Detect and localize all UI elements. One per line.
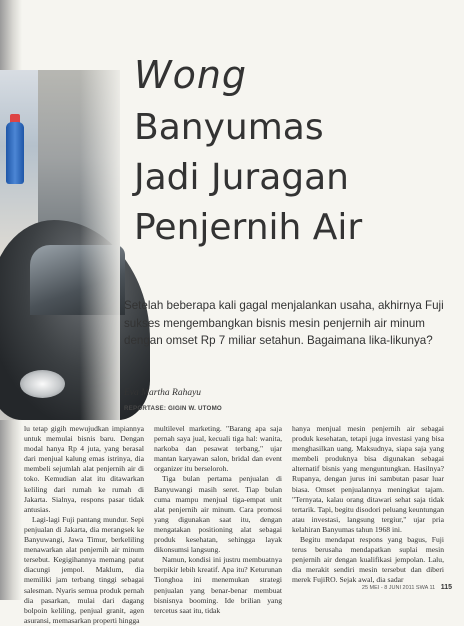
lead-paragraph: Setelah beberapa kali gagal menjalankan usaha, akhirnya Fuji sukses mengembangkan bisnis mesin penjernih air minum dengan omset Rp 7 miliar setahun. Bagaimana lika-likunya? xyxy=(124,299,444,347)
body-column-1 xyxy=(24,424,144,625)
body-paragraph: lu tetap gigih mewujudkan impiannya untuk memulai bisnis baru. Dengan modal hanya Rp 4 juta, yang berasal dari menjual kalung emas istrinya, dia membeli sejumlah alat penjernih air di toko. Kemudian alat itu ditawarkan keliling dari rumah ke rumah di Jakarta. Sialnya, respons pasar tidak antusias. xyxy=(24,424,144,514)
reportase-credit xyxy=(124,405,222,412)
headline-line-2: Banyumas xyxy=(134,107,324,148)
photo-headlight xyxy=(20,370,65,398)
headline xyxy=(134,53,458,248)
body-paragraph: Begitu mendapat respons yang bagus, Fuji terus berusaha mendapatkan suplai mesin penjernih air dengan kualifikasi jempolan. Lalu, dia merakit sendiri mesin tersebut dan diberi merek FujiRO. Sejak awal, dia sadar xyxy=(292,535,444,585)
body-paragraph: multilevel marketing. "Barang apa saja pernah saya jual, kecuali tiga hal: wanita, narkoba dan pesawat terbang," ujar mantan karyawan salon, bridal dan event organizer itu berseloroh. xyxy=(154,424,282,474)
headline-line-1: Wong xyxy=(134,53,248,97)
reportase-label: REPORTASE: xyxy=(124,405,167,412)
headline-line-4: Penjernih Air xyxy=(134,207,363,248)
headline-line-3: Jadi Juragan xyxy=(134,157,349,198)
body-paragraph: Namun, kondisi ini justru membuatnya berpikir lebih kreatif. Apa itu? Keturunan Tionghoa ini menemukan strategi penjualan yang benar-benar membuat bisnisnya booming. Ide brilian yang tercetus saat itu, tidak xyxy=(154,555,282,615)
body-paragraph: hanya menjual mesin penjernih air sebagai produk kesehatan, tetapi juga investasi yang bisa menghasilkan uang. Maksudnya, siapa saja yang membeli produknya bisa digunakan sebagai alternatif bisnis yang menguntungkan. Hasilnya? Rupanya, dengan jurus ini sambutan pasar luar biasa. Omset penjualannya meningkat tajam. "Ternyata, kalau orang ditawari sehat saja tidak tertarik. Tapi, begitu disodori peluang keuntungan atau investasi, langsung tergiur," ujar pria kelahiran Banyumas tahun 1968 ini. xyxy=(292,424,444,534)
body-column-3 xyxy=(292,424,444,584)
photo-fade xyxy=(80,70,120,420)
body-column-2 xyxy=(154,424,282,615)
body-paragraph: Tiga bulan pertama penjualan di Banyuwangi masih seret. Tiap bulan cuma mampu menjual tiga-empat unit alat penjernih air minum. Cara promosi yang digunakan saat itu, dengan mengatakan positioning alat sebagai produk kesehatan, sehingga layak dikonsumsi langsung. xyxy=(154,474,282,555)
photo-bottle xyxy=(6,122,24,184)
body-paragraph: Lagi-lagi Fuji pantang mundur. Sepi penjualan di Jakarta, dia merangsek ke Banyuwangi, Jawa Timur, berkeliling menawarkan alat penjernih air minum tersebut. Kegigihannya memang patut diacungi jempol. Maklum, dia memiliki jam terbang tinggi sebagai salesman. Nyaris semua produk pernah dia pasarkan, mulai dari dagang bolpoin keliling, penjual granit, agen asuransi, memasarkan properti hingga xyxy=(24,514,144,625)
author-name: Eva Martha Rahayu xyxy=(124,388,202,398)
article-photo xyxy=(0,70,120,420)
reportase-name: GIGIN W. UTOMO xyxy=(168,405,222,412)
issue-info: 25 MEI - 8 JUNI 2011 SWA 11 xyxy=(361,585,436,591)
page-number: 115 xyxy=(440,584,452,591)
page-footer xyxy=(362,584,452,591)
